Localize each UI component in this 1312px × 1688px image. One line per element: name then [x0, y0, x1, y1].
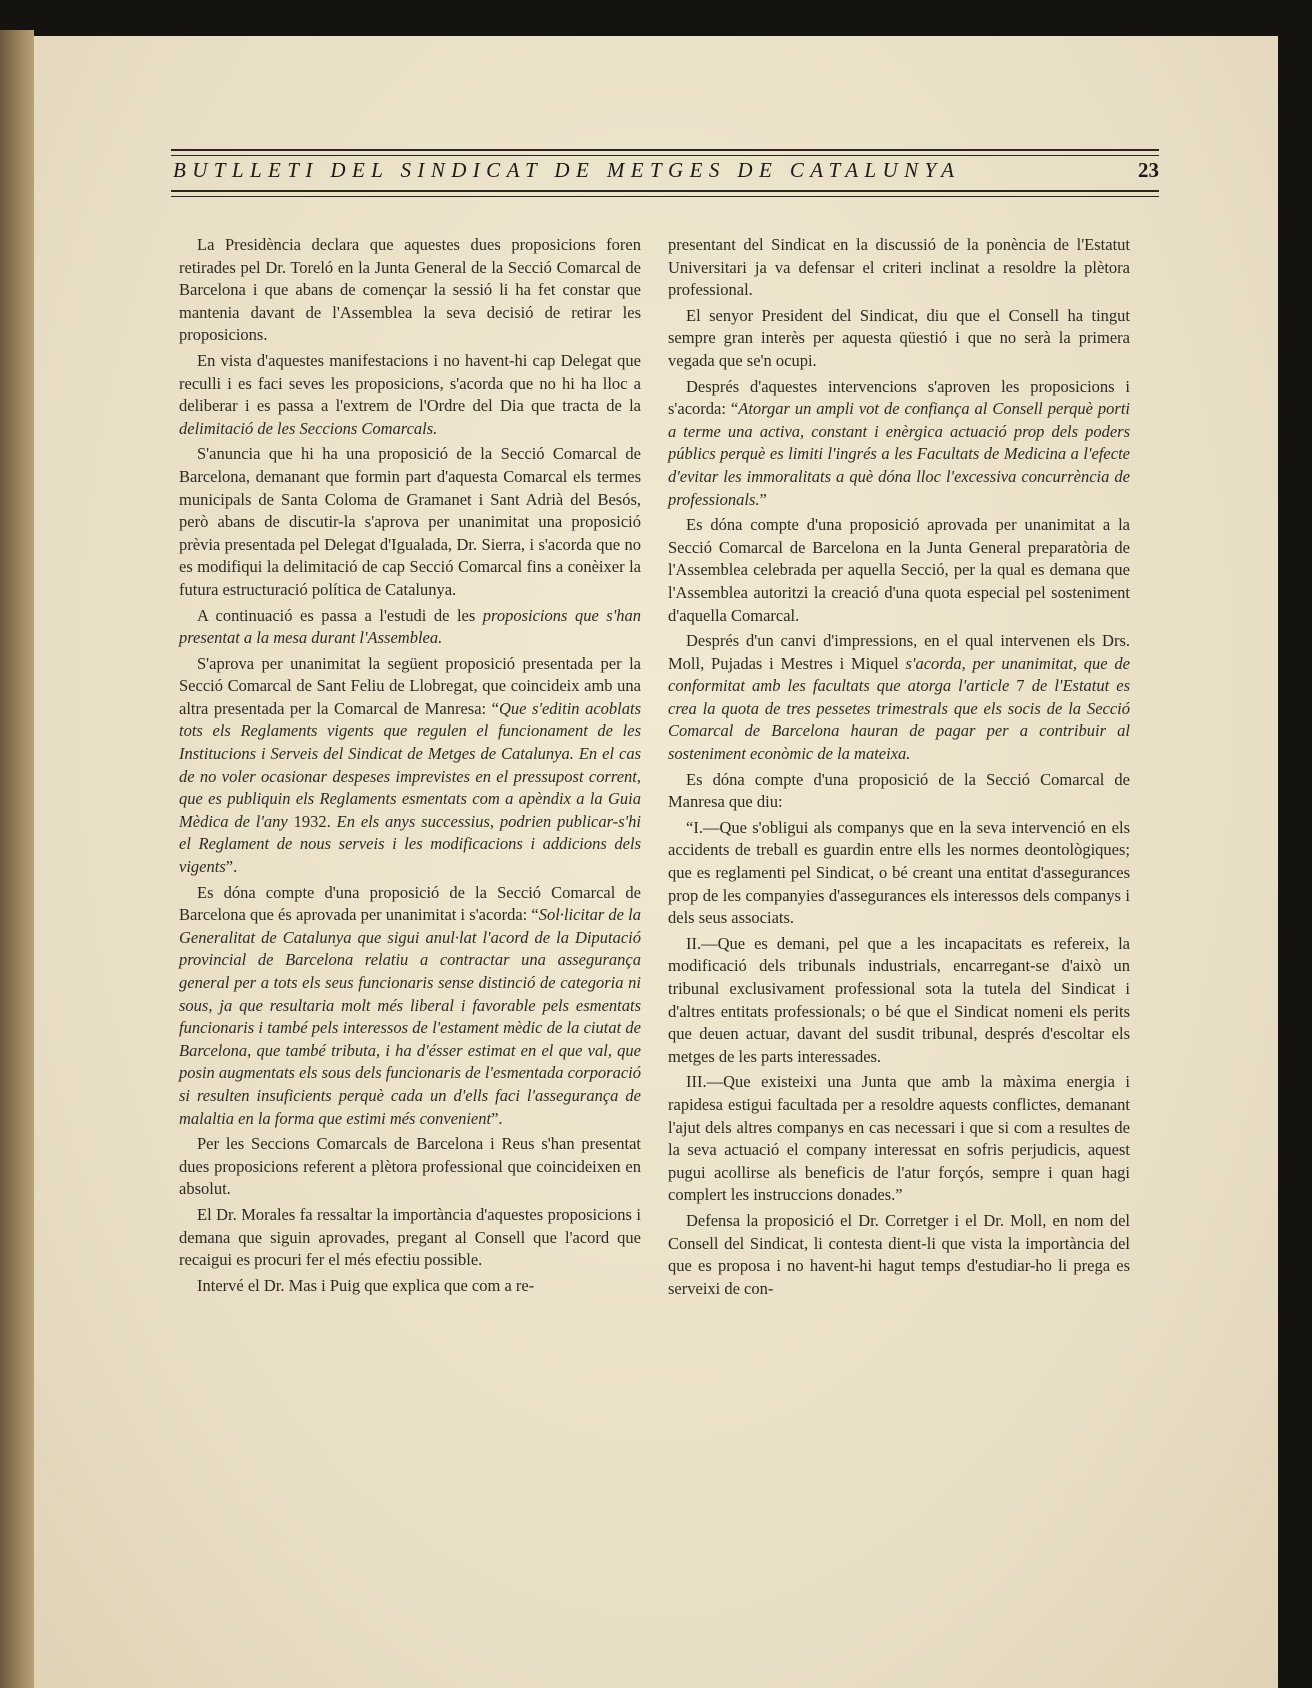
paragraph: [668, 769, 1130, 814]
text: El Dr. Morales fa ressaltar la importància d'aquestes proposicions i demana que siguin aprovades, pregant al Consell que l'acord que recaigui es procuri fer el més efectiu possible.: [179, 1204, 641, 1270]
paragraph: [668, 305, 1130, 373]
text: La Presidència declara que aquestes dues proposicions foren retirades pel Dr. Toreló en la Junta General de la Secció Comarcal de Barcelona i que abans de començar la sessió li ha fet constar que mantenia davant de l'Assemblea la seva decisió de retirar les proposicions.: [179, 235, 641, 345]
text: S'aprova per unanimitat la següent proposició presentada per la Secció Comarcal de Sant Feliu de Llobregat, que coincideix amb una altra presentada per la Comarcal de Manresa: “: [179, 653, 641, 718]
paragraph: [179, 350, 641, 440]
paragraph: [179, 234, 641, 347]
text: 7: [1009, 676, 1032, 696]
text: Es dóna compte d'una proposició de la Secció Comarcal de Manresa que diu:: [668, 769, 1130, 812]
header-rule-top-thin: [171, 155, 1159, 156]
italic-text: Que s'editin acoblats tots els Reglaments vigents que regulen el funcionament de les Institucions i Serveis del Sindicat de Metges de Catalunya. En el cas de no voler ocasionar despeses imprevistes en el pressupost corrent, que es publiquin els Reglaments esmentats com a apèndix a la Guia Mèdica de l'any: [179, 698, 641, 831]
text: Intervé el Dr. Mas i Puig que explica que com a re-: [197, 1275, 535, 1295]
text: Després d'aquestes intervencions s'aproven les proposicions i s'acorda: “: [668, 376, 1130, 419]
italic-text: Atorgar un ampli vot de confiança al Consell perquè porti a terme una activa, constant i enèrgica actuació prop dels poders públics perquè es limiti l'ingrés a les Facultats de Medicina a l'efecte d'evitar les immoralitats a què dóna lloc l'excessiva concurrència de professionals.: [668, 399, 1130, 509]
paragraph: [179, 605, 641, 650]
text: 1932.: [287, 811, 337, 831]
text: Es dóna compte d'una proposició de la Secció Comarcal de Barcelona que és aprovada per unanimitat i s'acorda: “: [179, 882, 641, 925]
page-edge-strip: [0, 30, 34, 1688]
text: Per les Seccions Comarcals de Barcelona i Reus s'han presentat dues proposicions referent a plètora professional que coincideixen en absolut.: [179, 1134, 641, 1199]
paragraph: [668, 817, 1130, 930]
text: S'anuncia que hi ha una proposició de la Secció Comarcal de Barcelona, demanant que formin part d'aquesta Comarcal els termes municipals de Santa Coloma de Gramanet i Sant Adrià del Besós, però abans de discutir-la s'aprova per unanimitat una proposició prèvia presentada pel Delegat d'Igualada, Dr. Sierra, i s'acorda que no es modifiqui la delimitació de cap Secció Comarcal fins a conèixer la futura estructuració política de Catalunya.: [179, 444, 641, 599]
paragraph: [179, 1275, 641, 1298]
paragraph: [668, 376, 1130, 512]
paragraph: [668, 933, 1130, 1069]
italic-text: delimitació de les Seccions Comarcals.: [179, 418, 438, 438]
text: Es dóna compte d'una proposició aprovada per unanimitat a la Secció Comarcal de Barcelona en la Junta General preparatòria de l'Assemblea celebrada per aquella Secció, per la qual es demana que l'Assemblea autoritzi la creació d'una quota especial pel sosteniment d'aquella Comarcal.: [668, 515, 1130, 625]
page-number: 23: [1138, 158, 1159, 182]
text: ”: [759, 489, 767, 509]
paragraph: [668, 630, 1130, 766]
header-rule-bottom: [171, 190, 1159, 192]
paragraph: [668, 234, 1130, 302]
document-page: [34, 36, 1278, 1688]
text: A continuació es passa a l'estudi de les: [197, 605, 483, 625]
paragraph: [179, 882, 641, 1131]
text: III.—Que existeixi una Junta que amb la màxima energia i rapidesa estigui facultada per a resoldre aquests conflictes, demanant l'ajut dels altres companys en cas necessari i que si com a resultes de la seva actuació el company interessat en sofris perjudicis, aquest pugui acollirse als beneficis de l'atur forçós, sempre i quan hagi complert les instruccions donades.”: [668, 1072, 1130, 1205]
text: En vista d'aquestes manifestacions i no havent-hi cap Delegat que reculli i es faci seves les proposicions, s'acorda que no hi ha lloc a deliberar i es passa a l'extrem de l'Ordre del Dia que tracta de la: [179, 350, 641, 416]
paragraph: [668, 1210, 1130, 1300]
paragraph: [668, 1071, 1130, 1207]
italic-text: En els anys successius, podrien publicar-s'hi el Reglament de nous serveis i les modificacions i addicions dels vigents: [179, 811, 641, 877]
paragraph: [179, 1133, 641, 1201]
italic-text: de l'Estatut es crea la quota de tres pessetes trimestrals que els socis de la Secció Comarcal de Barcelona hauran de pagar per a contribuir al sosteniment econòmic de la mateixa.: [668, 676, 1131, 764]
italic-text: proposicions que s'han presentat a la mesa durant l'Assemblea.: [179, 605, 641, 648]
text: El senyor President del Sindicat, diu que el Consell ha tingut sempre gran interès per aquesta qüestió i que no serà la primera vegada que se'n ocupi.: [668, 305, 1130, 370]
paragraph: [668, 514, 1130, 627]
paragraph: [179, 443, 641, 601]
running-header: [171, 106, 1159, 196]
header-rule-bottom-thin: [171, 196, 1159, 197]
right-column: [668, 234, 1130, 1303]
text: II.—Que es demani, pel que a les incapacitats es refereix, la modificació dels tribunals industrials, encarregant-se d'això un tribunal exclusivament professional sota la tutela del Sindicat i d'altres entitats professionals; o bé que el Sindicat nomeni els perits que deuen actuar, davant del susdit tribunal, després d'escoltar els metges de les parts interessades.: [668, 933, 1130, 1066]
left-column: [179, 234, 641, 1300]
italic-text: Sol·licitar de la Generalitat de Catalunya que sigui anul·lat l'acord de la Diputació provincial de Barcelona relatiu a contractar una assegurança general per a tots els seus funcionaris sense distinció de categoria ni sous, ja que resultaria molt més liberal i favorable pels esmentats funcionaris i també pels interessos de l'estament mèdic de la ciutat de Barcelona, que també tributa, i ha d'ésser estimat en el que val, que posin augmentats els sous dels funcionaris de l'esmentada corporació si resulten insuficients perquè cada un d'ells faci l'assegurança de malaltia en la forma que estimi més convenient: [179, 905, 641, 1128]
text: Defensa la proposició el Dr. Corretger i el Dr. Moll, en nom del Consell del Sindicat, li contesta dient-li que vista la importància del que es proposa i no havent-hi hagut temps d'estudiar-ho li prega es serveixi de con-: [668, 1210, 1130, 1298]
paragraph: [179, 1204, 641, 1272]
italic-text: s'acorda, per unanimitat, que de conformitat amb les facultats que atorga l'article: [668, 653, 1130, 696]
text: ”.: [225, 857, 238, 877]
paragraph: [179, 653, 641, 879]
text: Després d'un canvi d'impressions, en el qual intervenen els Drs. Moll, Pujadas i Mestres i Miquel: [668, 631, 1130, 673]
header-rule-top: [171, 149, 1159, 151]
running-title: BUTLLETI DEL SINDICAT DE METGES DE CATALUNYA: [173, 158, 961, 182]
text: ”.: [491, 1108, 503, 1128]
text: “I.—Que s'obligui als companys que en la seva intervenció en els accidents de treball es guardin entre ells les normes deontològiques; que es reglamenti pel Sindicat, o bé creant una entitat d'assegurances prop de les companyies d'assegurances els interessos dels companys i dels seus associats.: [668, 817, 1130, 928]
text: presentant del Sindicat en la discussió de la ponència de l'Estatut Universitari ja va defensar el criteri inclinat a resoldre la plètora professional.: [668, 235, 1130, 300]
